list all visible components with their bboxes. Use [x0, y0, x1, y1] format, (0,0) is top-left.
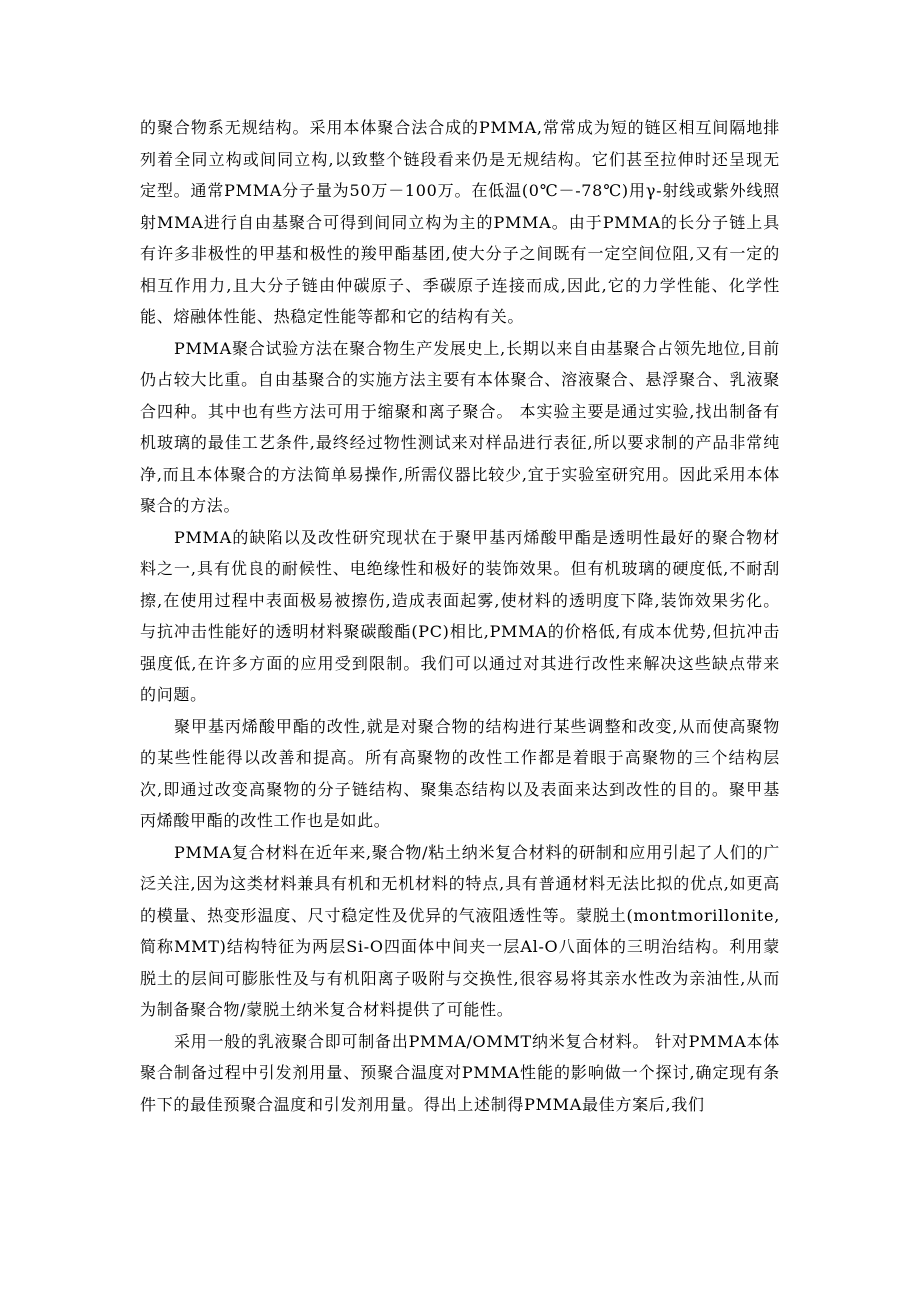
- paragraph-1: 的聚合物系无规结构。采用本体聚合法合成的PMMA,常常成为短的链区相互间隔地排列着全同立构或间同立构,以致整个链段看来仍是无规结构。它们甚至拉伸时还呈现无定型。通常PMMA分子量为50万－100万。在低温(0℃－-78℃)用γ-射线或紫外线照射MMA进行自由基聚合可得到间同立构为主的PMMA。由于PMMA的长分子链上具有许多非极性的甲基和极性的羧甲酯基团,使大分子之间既有一定空间位阻,又有一定的相互作用力,且大分子链由仲碳原子、季碳原子连接而成,因此,它的力学性能、化学性能、熔融体性能、热稳定性能等都和它的结构有关。: [140, 118, 780, 326]
- paragraph-4: 聚甲基丙烯酸甲酯的改性,就是对聚合物的结构进行某些调整和改变,从而使高聚物的某些性能得以改善和提高。所有高聚物的改性工作都是着眼于高聚物的三个结构层次,即通过改变高聚物的分子链结构、聚集态结构以及表面来达到改性的目的。聚甲基丙烯酸甲酯的改性工作也是如此。: [140, 716, 780, 830]
- paragraph-6: 采用一般的乳液聚合即可制备出PMMA/OMMT纳米复合材料。 针对PMMA本体聚合制备过程中引发剂用量、预聚合温度对PMMA性能的影响做一个探讨,确定现有条件下的最佳预聚合温度和引发剂用量。得出上述制得PMMA最佳方案后,我们: [140, 1031, 780, 1114]
- paragraph-5: PMMA复合材料在近年来,聚合物/粘土纳米复合材料的研制和应用引起了人们的广泛关注,因为这类材料兼具有机和无机材料的特点,具有普通材料无法比拟的优点,如更高的模量、热变形温度、尺寸稳定性及优异的气液阻透性等。蒙脱土(montmorillonite,简称MMT)结构特征为两层Si-O四面体中间夹一层Al-O八面体的三明治结构。利用蒙脱土的层间可膨胀性及与有机阳离子吸附与交换性,很容易将其亲水性改为亲油性,从而为制备聚合物/蒙脱土纳米复合材料提供了可能性。: [140, 842, 780, 1019]
- paragraph-2: PMMA聚合试验方法在聚合物生产发展史上,长期以来自由基聚合占领先地位,目前仍占较大比重。自由基聚合的实施方法主要有本体聚合、溶液聚合、悬浮聚合、乳液聚合四种。其中也有些方法可用于缩聚和离子聚合。 本实验主要是通过实验,找出制备有机玻璃的最佳工艺条件,最终经过物性测试来对样品进行表征,所以要求制的产品非常纯净,而且本体聚合的方法简单易操作,所需仪器比较少,宜于实验室研究用。因此采用本体聚合的方法。: [140, 338, 780, 515]
- paragraph-3: PMMA的缺陷以及改性研究现状在于聚甲基丙烯酸甲酯是透明性最好的聚合物材料之一,具有优良的耐候性、电绝缘性和极好的装饰效果。但有机玻璃的硬度低,不耐刮擦,在使用过程中表面极易被擦伤,造成表面起雾,使材料的透明度下降,装饰效果劣化。与抗冲击性能好的透明材料聚碳酸酯(PC)相比,PMMA的价格低,有成本优势,但抗冲击强度低,在许多方面的应用受到限制。我们可以通过对其进行改性来解决这些缺点带来的问题。: [140, 527, 780, 704]
- document-body: [140, 112, 780, 1120]
